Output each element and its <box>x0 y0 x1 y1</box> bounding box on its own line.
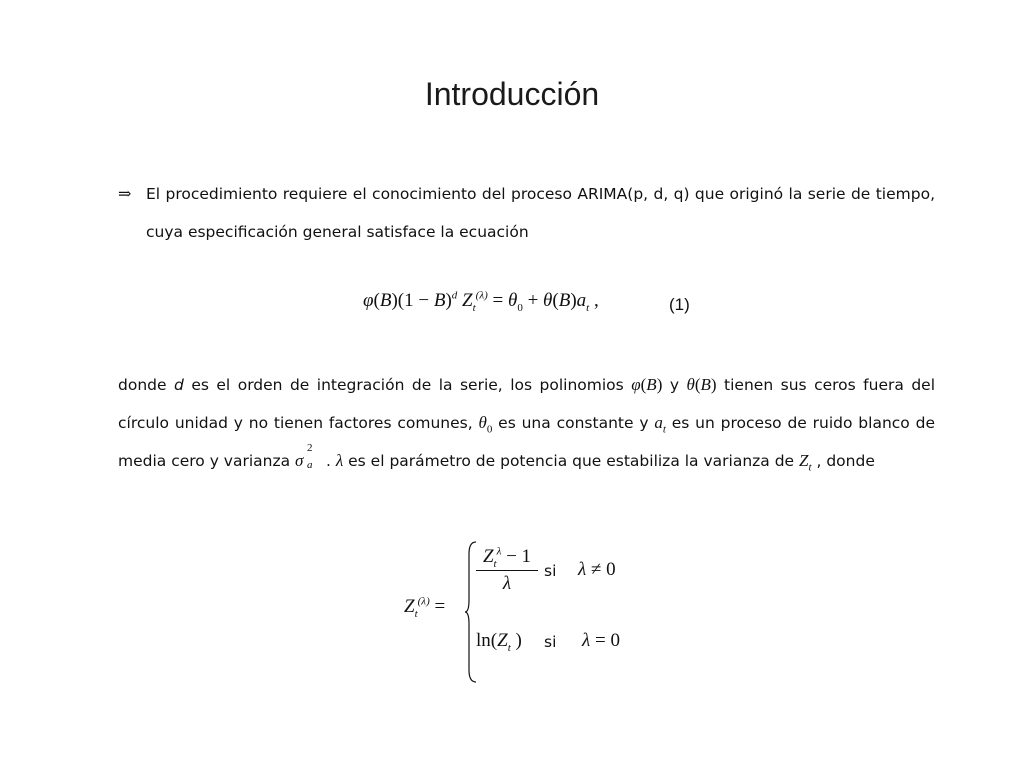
fraction-denominator: λ <box>502 573 512 594</box>
slide-title: Introducción <box>424 76 600 112</box>
theta-b-math: θ(B) <box>686 375 717 394</box>
text-segment: y <box>662 376 687 394</box>
bullet-paragraph <box>118 175 935 251</box>
text-segment-d: d <box>174 376 184 394</box>
definition-paragraph <box>118 366 935 480</box>
text-segment: es un proceso de ruido blanco de media cero y varianza <box>118 414 935 470</box>
z-t-math: $Z_t$ <box>799 451 812 474</box>
a-t-math: $a_t$ <box>654 413 666 436</box>
equation-number: (1) <box>669 295 690 314</box>
text-segment: es una constante y <box>492 414 655 432</box>
piecewise-lhs: $Z_t^{(\lambda)}$ = <box>404 595 446 620</box>
si-label-2: si <box>544 633 557 651</box>
condition-nonzero: λ ≠ 0 <box>578 559 616 580</box>
si-label-1: si <box>544 562 557 580</box>
sigma-squared-math: σ 2 a <box>295 442 313 471</box>
text-segment: tienen sus ceros fuera del círculo unidad y no tienen factores comunes, <box>118 376 936 432</box>
theta-zero-math: $\theta_0$ <box>478 413 493 436</box>
condition-zero: λ = 0 <box>582 630 620 651</box>
text-segment: , donde <box>811 452 875 470</box>
implies-arrow-icon: ⇒ <box>118 184 132 203</box>
text-segment: es el orden de integración de la serie, los polinomios <box>183 376 632 394</box>
text-segment: donde <box>118 376 174 394</box>
fraction <box>476 546 538 595</box>
arima-equation: $\varphi(B)(1 - B)^d$ $Z_t^{(\lambda)} = \theta_0 + \theta(B)a_t$ , <box>363 289 599 314</box>
bullet-text: El procedimiento requiere el conocimiento del proceso ARIMA(p, d, q) que originó la serie de tiempo, cuya especificación general satisface la ecuación <box>146 185 935 241</box>
log-case: $\ln(Z_t$ ) <box>476 630 522 654</box>
lambda-math: λ <box>335 451 344 470</box>
text-segment: . <box>321 452 336 470</box>
box-cox-piecewise <box>404 540 664 685</box>
phi-b-math: φ(B) <box>631 375 663 394</box>
fraction-numerator: $Z_t^\lambda - 1$ <box>476 546 538 571</box>
text-segment: es el parámetro de potencia que estabiliza la varianza de <box>343 452 800 470</box>
